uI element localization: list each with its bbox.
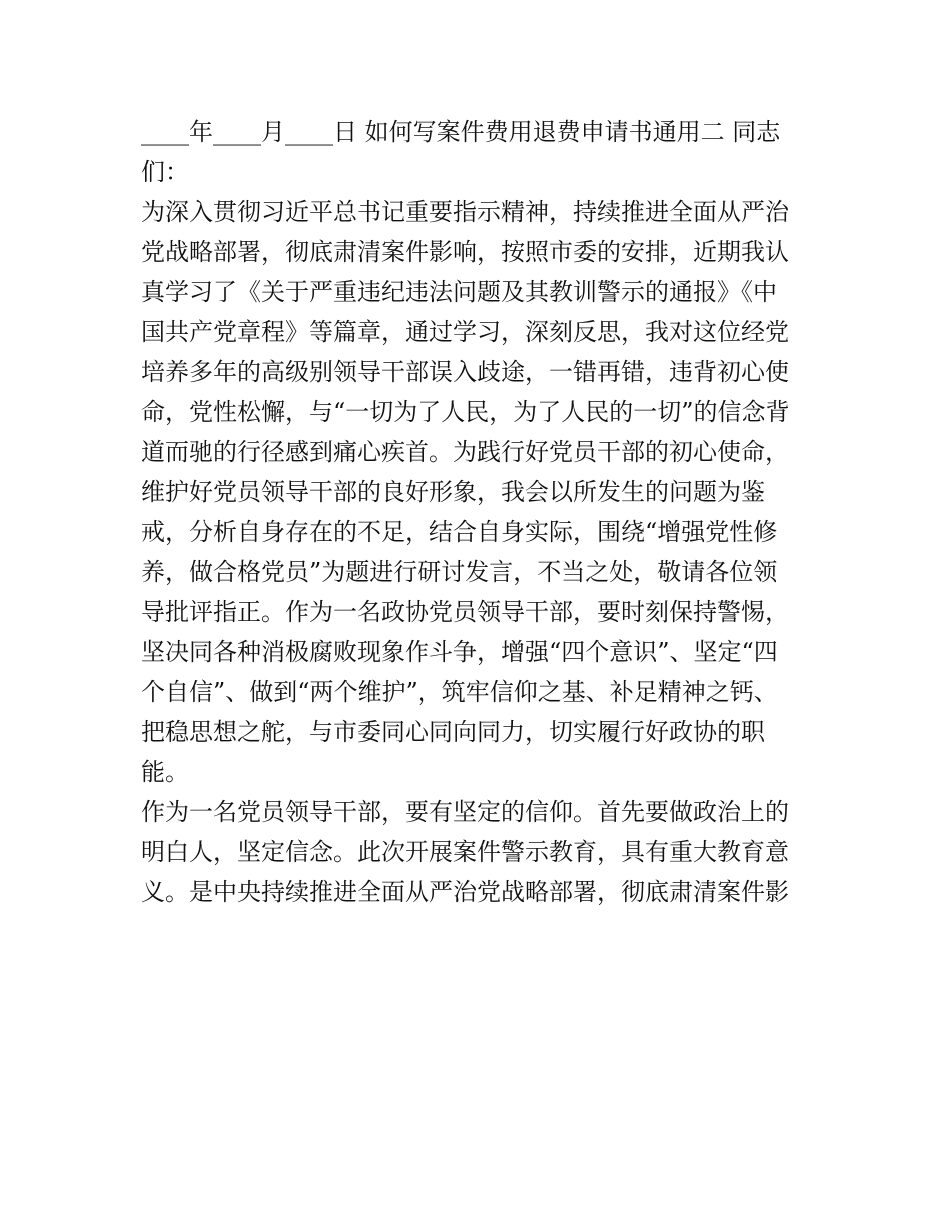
text-line: 明白人，坚定信念。此次开展案件警示教育，具有重大教育意 [141,838,789,866]
text-line: 国共产党章程》等篇章，通过学习，深刻反思，我对这位经党 [141,318,789,346]
text-line-salutation: 们： [141,158,189,186]
text-line: 维护好党员领导干部的良好形象，我会以所发生的问题为鉴 [141,478,765,506]
text-line: 党战略部署，彻底肃清案件影响，按照市委的安排，近期我认 [141,238,789,266]
text-line: 为深入贯彻习近平总书记重要指示精神，持续推进全面从严治 [141,198,789,226]
text-line: 导批评指正。作为一名政协党员领导干部，要时刻保持警惕， [141,598,789,626]
text-line: 戒，分析自身存在的不足，结合自身实际，围绕“增强党性修 [141,518,778,546]
text-line: 坚决同各种消极腐败现象作斗争，增强“四个意识”、坚定“四 [141,638,778,666]
text-line: 义。是中央持续推进全面从严治党战略部署，彻底肃清案件影 [141,878,789,906]
text-line: 命，党性松懈，与“一切为了人民，为了人民的一切”的信念背 [141,398,790,426]
text-line: 作为一名党员领导干部，要有坚定的信仰。首先要做政治上的 [141,798,789,826]
text-line: 个自信”、做到“两个维护”，筑牢信仰之基、补足精神之钙、 [141,678,778,706]
text-line: 培养多年的高级别领导干部误入歧途，一错再错，违背初心使 [141,358,789,386]
document-body [141,112,813,912]
text-line: 养，做合格党员”为题进行研讨发言，不当之处，敬请各位领 [141,558,778,586]
text-line: 道而驰的行径感到痛心疾首。为践行好党员干部的初心使命， [141,438,789,466]
text-line-date-title: ____年____月____日 如何写案件费用退费申请书通用二 同志 [141,118,781,146]
text-line: 把稳思想之舵，与市委同心同向同力，切实履行好政协的职 [141,718,765,746]
text-line: 真学习了《关于严重违纪违法问题及其教训警示的通报》《中 [141,278,777,306]
text-line: 能。 [141,758,189,786]
